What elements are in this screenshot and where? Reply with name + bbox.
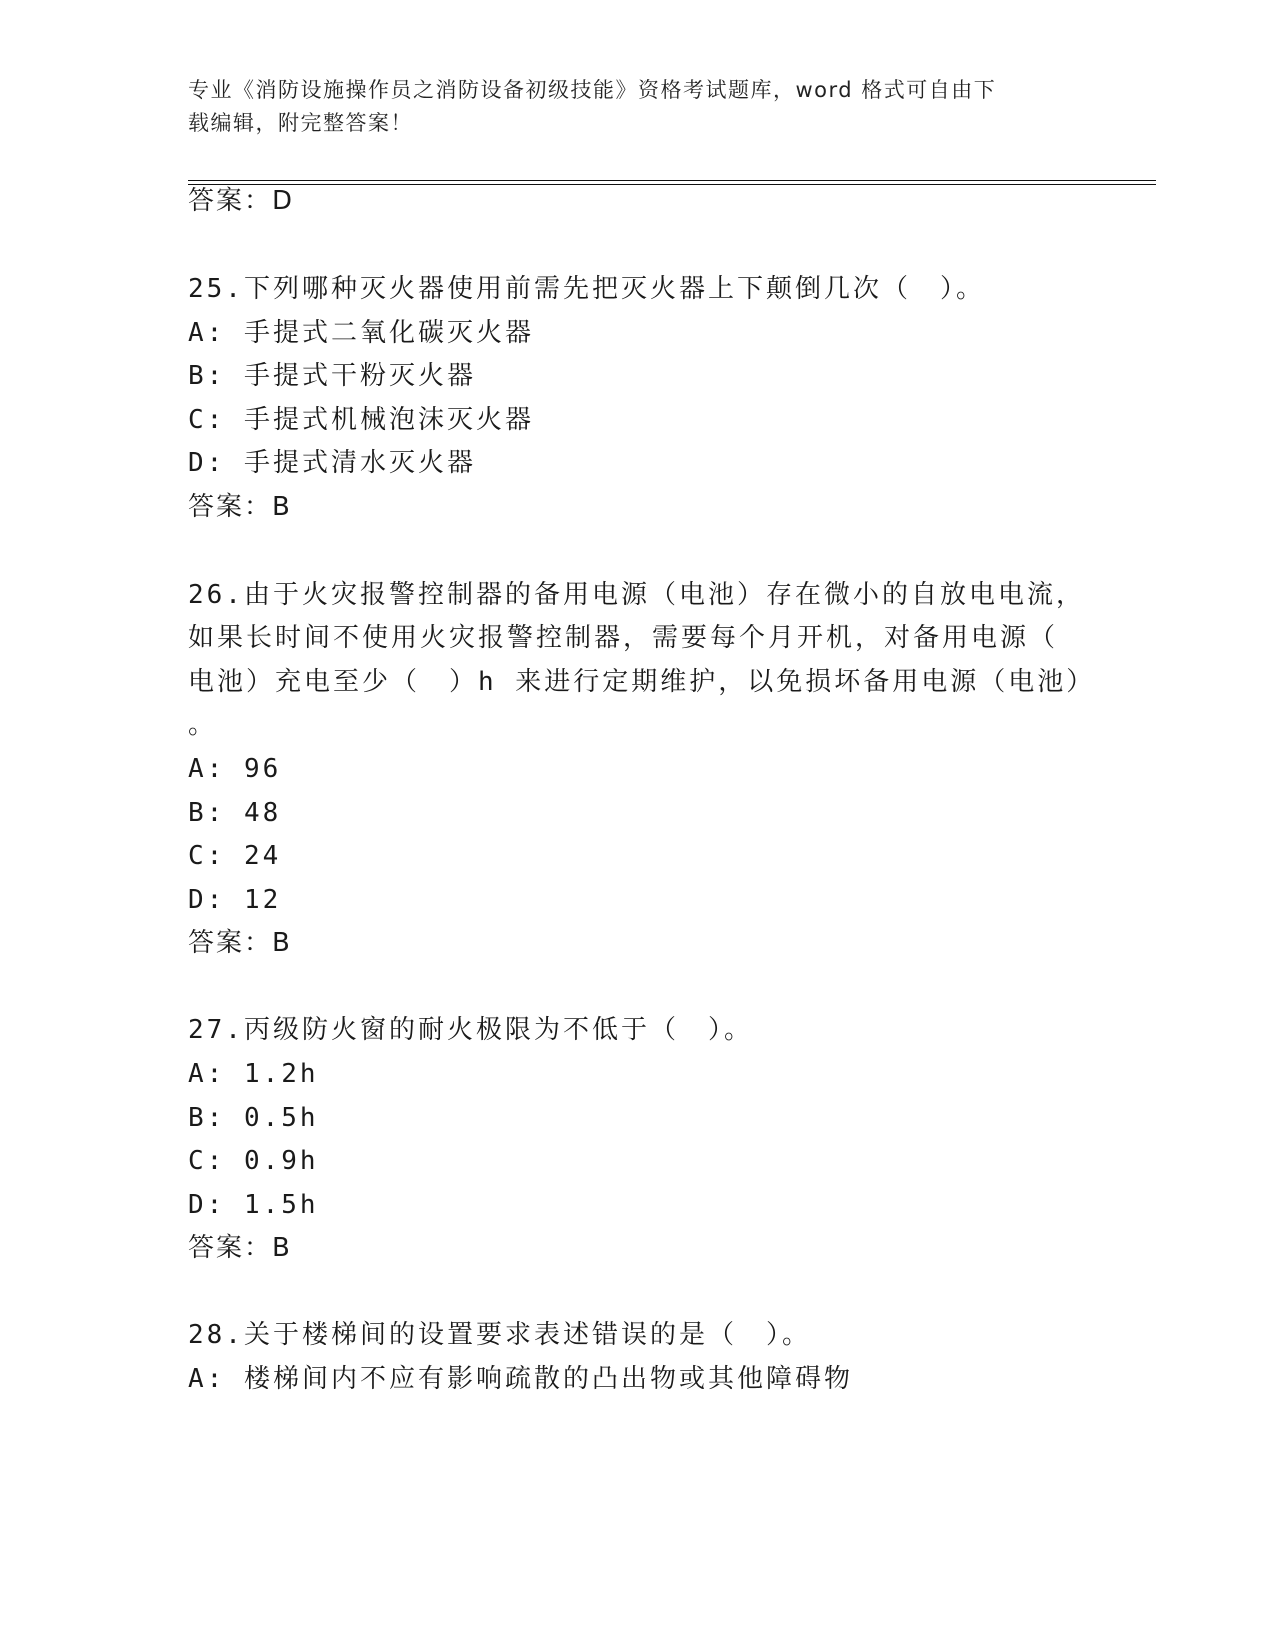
page-header (188, 74, 1068, 140)
question-26-stem-line-1: 26.由于火灾报警控制器的备用电源（电池）存在微小的自放电电流， (188, 580, 1085, 610)
answer-value: B (272, 492, 292, 522)
question-25-option-c: C: 手提式机械泡沫灭火器 (188, 405, 534, 435)
answer-label: 答案： (188, 492, 273, 522)
question-27-option-c: C: 0.9h (188, 1146, 319, 1176)
question-25-option-a: A: 手提式二氧化碳灭火器 (188, 318, 534, 348)
answer-value: B (272, 928, 292, 958)
question-26-option-a: A: 96 (188, 754, 282, 784)
question-26-stem-line-2: 如果长时间不使用火灾报警控制器，需要每个月开机，对备用电源（ (188, 623, 1059, 653)
question-25-option-d: D: 手提式清水灭火器 (188, 448, 476, 478)
question-26-stem-line-3: 电池）充电至少（ ）h 来进行定期维护，以免损坏备用电源（电池） (188, 667, 1096, 697)
header-line-1: 专业《消防设施操作员之消防设备初级技能》资格考试题库，word 格式可自由下 (188, 78, 997, 102)
answer-label: 答案： (188, 186, 273, 216)
question-26-answer (188, 926, 292, 960)
question-25-answer (188, 490, 292, 524)
answer-value: D (272, 186, 295, 216)
question-27-stem: 27.丙级防火窗的耐火极限为不低于（ ）。 (188, 1015, 753, 1045)
header-divider-bottom (188, 184, 1156, 185)
question-25-option-b: B: 手提式干粉灭火器 (188, 361, 476, 391)
question-26-option-b: B: 48 (188, 798, 282, 828)
answer-label: 答案： (188, 1233, 273, 1263)
answer-value: B (272, 1233, 292, 1263)
question-28-stem: 28.关于楼梯间的设置要求表述错误的是（ ）。 (188, 1320, 811, 1350)
question-26-option-d: D: 12 (188, 885, 282, 915)
question-28-option-a: A: 楼梯间内不应有影响疏散的凸出物或其他障碍物 (188, 1364, 853, 1394)
question-27-option-d: D: 1.5h (188, 1190, 319, 1220)
header-line-2: 载编辑，附完整答案！ (188, 111, 413, 135)
question-26-option-c: C: 24 (188, 841, 282, 871)
answer-line-prev (188, 184, 294, 218)
answer-label: 答案： (188, 928, 273, 958)
question-27-option-a: A: 1.2h (188, 1059, 319, 1089)
question-27-option-b: B: 0.5h (188, 1103, 319, 1133)
question-25-stem: 25.下列哪种灭火器使用前需先把灭火器上下颠倒几次（ ）。 (188, 274, 985, 304)
question-26-stem-line-4: 。 (188, 710, 218, 740)
question-27-answer (188, 1231, 292, 1265)
header-divider-top (188, 180, 1156, 181)
